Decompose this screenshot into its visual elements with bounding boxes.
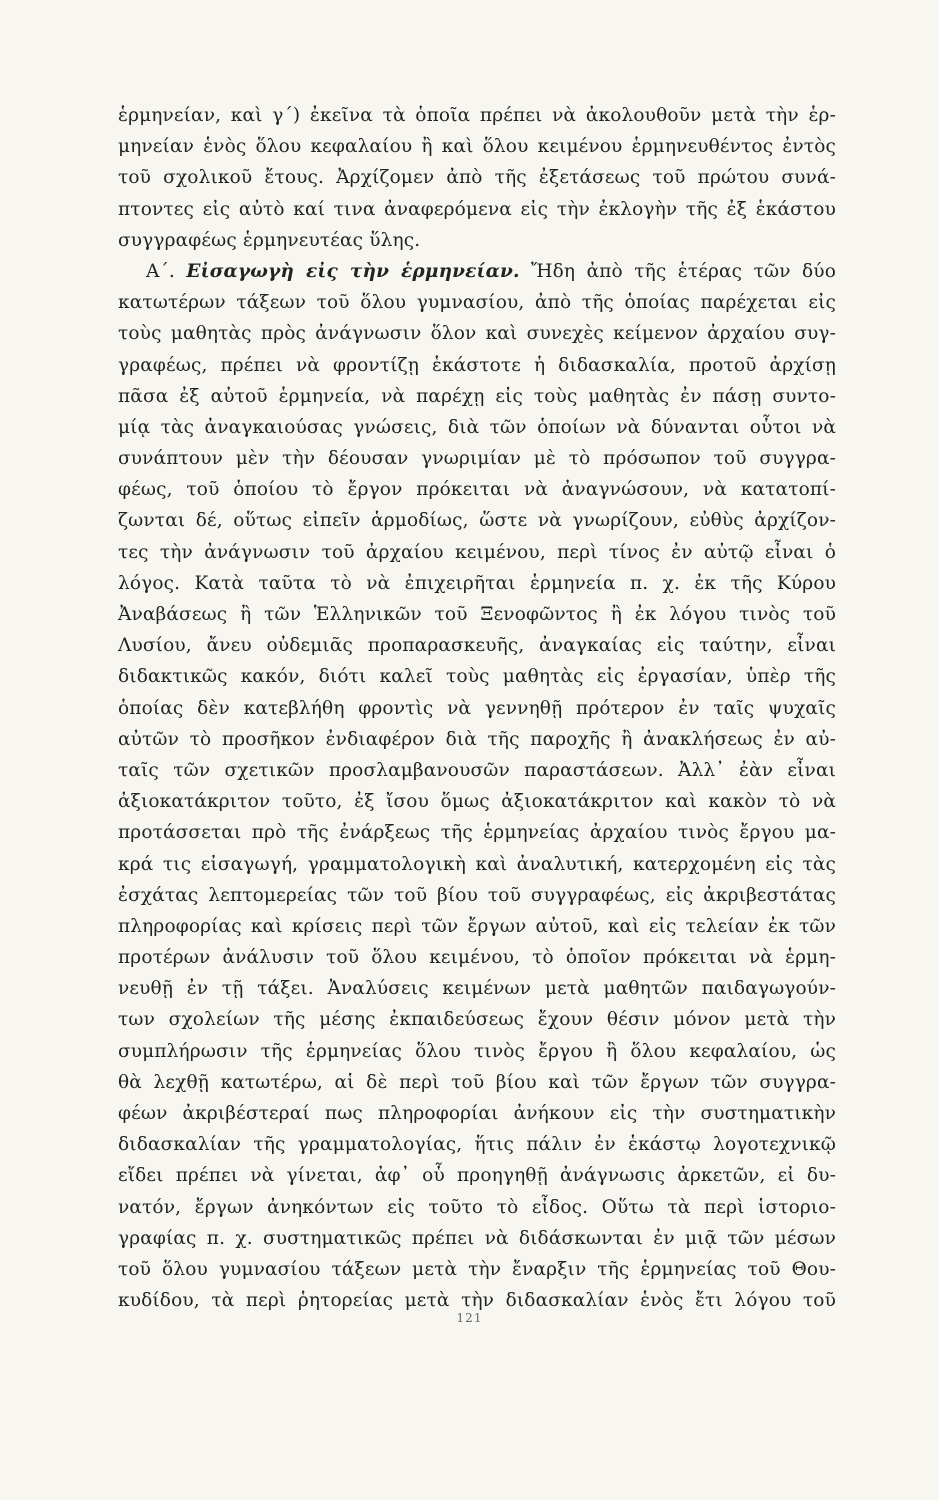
section-title: Εἰσαγωγὴ εἰς τὴν ἑρμηνείαν. [186,260,520,282]
page-number: 121 [456,1311,483,1325]
text-line: φέως, τοῦ ὁποίου τὸ ἔργον πρόκειται νὰ ἀναγνώσουν, νὰ κατατοπί- [118,479,836,501]
text-line: μηνείαν ἑνὸς ὅλου κεφαλαίου ἢ καὶ ὅλου κειμένου ἑρμηνευθέντος ἐντὸς [118,136,836,158]
text-line: ζωνται δέ, οὕτως εἰπεῖν ἁρμοδίως, ὥστε νὰ γνωρίζουν, εὐθὺς ἀρχίζον- [118,510,836,532]
text-line: νευθῇ ἐν τῇ τάξει. Ἀναλύσεις κειμένων μετὰ μαθητῶν παιδαγωγούν- [118,978,836,1000]
body-text [118,100,836,1316]
text-line: τες τὴν ἀνάγνωσιν τοῦ ἀρχαίου κειμένου, περὶ τίνος ἐν αὐτῷ εἶναι ὁ [118,541,836,563]
text-line: γραφίας π. χ. συστηματικῶς πρέπει νὰ διδάσκωνται ἐν μιᾷ τῶν μέσων [118,1227,836,1249]
text-line: ὁποίας δὲν κατεβλήθη φροντὶς νὰ γεννηθῇ πρότερον ἐν ταῖς ψυχαῖς [118,697,836,719]
section-heading-line [118,256,836,287]
text-line: Λυσίου, ἄνευ οὐδεμιᾶς προπαρασκευῆς, ἀναγκαίας εἰς ταύτην, εἶναι [118,635,836,657]
text-line: τοῦ σχολικοῦ ἔτους. Ἀρχίζομεν ἀπὸ τῆς ἐξετάσεως τοῦ πρώτου συνά- [118,167,836,189]
text-line: θὰ λεχθῇ κατωτέρω, αἱ δὲ περὶ τοῦ βίου καὶ τῶν ἔργων τῶν συγγρα- [118,1071,836,1093]
text-line: γραφέως, πρέπει νὰ φροντίζῃ ἑκάστοτε ἡ διδασκαλία, προτοῦ ἀρχίσῃ [118,354,836,376]
text-line: ἐσχάτας λεπτομερείας τῶν τοῦ βίου τοῦ συγγραφέως, εἰς ἀκριβεστάτας [118,884,836,906]
text-line: Ἀναβάσεως ἢ τῶν Ἑλληνικῶν τοῦ Ξενοφῶντος ἢ ἐκ λόγου τινὸς τοῦ [118,604,836,625]
text-line: συγγραφέως ἑρμηνευτέας ὕλης. [118,229,421,251]
text-line: πτοντες εἰς αὐτὸ καί τινα ἀναφερόμενα εἰς τὴν ἐκλογὴν τῆς ἐξ ἑκάστου [118,198,836,220]
text-line: τοῦ ὅλου γυμνασίου τάξεων μετὰ τὴν ἔναρξιν τῆς ἑρμηνείας τοῦ Θου- [118,1258,836,1280]
text-line: προτάσσεται πρὸ τῆς ἐνάρξεως τῆς ἑρμηνείας ἀρχαίου τινὸς ἔργου μα- [118,822,836,844]
text-line: ταῖς τῶν σχετικῶν προσλαμβανουσῶν παραστάσεων. Ἀλλ᾽ ἐὰν εἶναι [118,759,836,781]
text-line: των σχολείων τῆς μέσης ἐκπαιδεύσεως ἔχουν θέσιν μόνον μετὰ τὴν [118,1009,836,1031]
text-line: κρά τις εἰσαγωγή, γραμματολογικὴ καὶ ἀναλυτική, κατερχομένη εἰς τὰς [118,853,836,875]
text-line: λόγος. Κατὰ ταῦτα τὸ νὰ ἐπιχειρῆται ἑρμηνεία π. χ. ἐκ τῆς Κύρου [118,572,836,594]
text-line: κυδίδου, τὰ περὶ ῥητορείας μετὰ τὴν διδασκαλίαν ἑνὸς ἔτι λόγου τοῦ [118,1290,836,1312]
section-label: Α΄. [146,260,187,282]
text-line: εἴδει πρέπει νὰ γίνεται, ἀφ᾽ οὗ προηγηθῇ ἀνάγνωσις ἀρκετῶν, εἰ δυ- [118,1165,836,1187]
text-line: συνάπτουν μὲν τὴν δέουσαν γνωριμίαν μὲ τὸ πρόσωπον τοῦ συγγρα- [118,448,836,470]
text-line: πληροφορίας καὶ κρίσεις περὶ τῶν ἔργων αὐτοῦ, καὶ εἰς τελείαν ἐκ τῶν [118,915,836,937]
text-line: τοὺς μαθητὰς πρὸς ἀνάγνωσιν ὅλον καὶ συνεχὲς κείμενον ἀρχαίου συγ- [118,323,836,345]
text-line: μίᾳ τὰς ἀναγκαιούσας γνώσεις, διὰ τῶν ὁποίων νὰ δύνανται οὗτοι νὰ [118,416,836,438]
text-line: πᾶσα ἐξ αὐτοῦ ἑρμηνεία, νὰ παρέχῃ εἰς τοὺς μαθητὰς ἐν πάσῃ συντο- [118,385,836,407]
text-line: κατωτέρων τάξεων τοῦ ὅλου γυμνασίου, ἀπὸ τῆς ὁποίας παρέχεται εἰς [118,292,836,314]
text-line: αὐτῶν τὸ προσῆκον ἐνδιαφέρον διὰ τῆς παροχῆς ἢ ἀνακλήσεως ἐν αὐ- [118,728,836,750]
text-line: ἀξιοκατάκριτον τοῦτο, ἐξ ἴσου ὅμως ἀξιοκατάκριτον καὶ κακὸν τὸ νὰ [118,791,836,813]
text-line: προτέρων ἀνάλυσιν τοῦ ὅλου κειμένου, τὸ ὁποῖον πρόκειται νὰ ἑρμη- [118,947,836,969]
text-line: διδακτικῶς κακόν, διότι καλεῖ τοὺς μαθητὰς εἰς ἐργασίαν, ὑπὲρ τῆς [118,666,836,688]
section-continuation: Ἤδη ἀπὸ τῆς ἑτέρας τῶν δύο [519,260,836,282]
text-line: διδασκαλίαν τῆς γραμματολογίας, ἥτις πάλιν ἐν ἑκάστῳ λογοτεχνικῷ [118,1134,836,1156]
text-line: συμπλήρωσιν τῆς ἑρμηνείας ὅλου τινὸς ἔργου ἢ ὅλου κεφαλαίου, ὡς [118,1040,836,1062]
text-line: νατόν, ἔργων ἀνηκόντων εἰς τοῦτο τὸ εἶδος. Οὕτω τὰ περὶ ἱστοριο- [118,1196,836,1218]
text-line: ἑρμηνείαν, καὶ γ΄) ἐκεῖνα τὰ ὁποῖα πρέπει νὰ ἀκολουθοῦν μετὰ τὴν ἑρ- [118,105,836,126]
text-line: φέων ἀκριβέστεραί πως πληροφορίαι ἀνήκουν εἰς τὴν συστηματικὴν [118,1103,836,1124]
